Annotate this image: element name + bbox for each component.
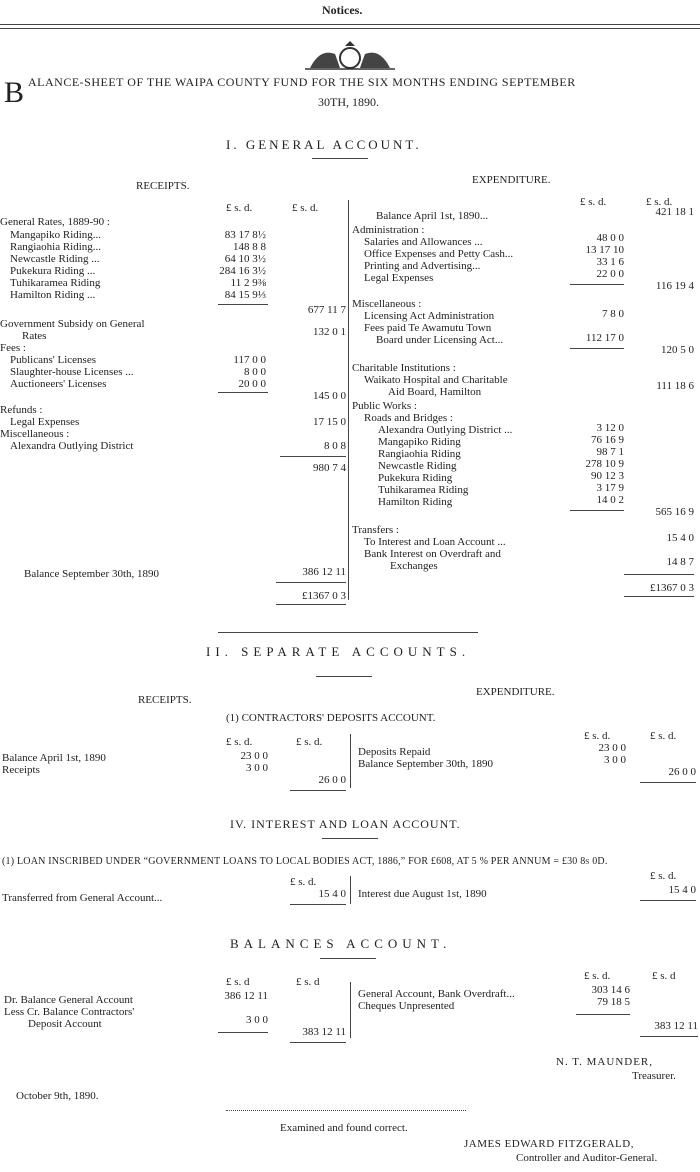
charitable-label: Charitable Institutions : xyxy=(352,362,456,374)
treasurer-name: N. T. MAUNDER, xyxy=(556,1056,654,1068)
riding-amount: 84 15 9⅓ xyxy=(224,289,266,301)
fee-label: Slaughter-house Licenses ... xyxy=(10,366,134,378)
heading-rule xyxy=(320,958,376,959)
sum-rule xyxy=(276,582,346,583)
loan-description: (1) LOAN INSCRIBED UNDER “GOVERNMENT LOANS TO LOCAL BODIES ACT, 1886,” FOR £608, AT 5 % PER ANNUM = £30 8s 0D. xyxy=(2,856,608,867)
misc-label: Miscellaneous : xyxy=(0,428,70,440)
sum-rule xyxy=(218,392,268,393)
dr-balance-label: Dr. Balance General Account xyxy=(4,994,133,1006)
legal-label: Legal Expenses xyxy=(10,416,80,428)
lsd-header: £ s. d. xyxy=(650,870,677,882)
sum-rule xyxy=(218,1032,268,1033)
examined-statement: Examined and found correct. xyxy=(280,1122,408,1134)
fee-amount: 117 0 0 xyxy=(233,354,266,366)
sum-rule xyxy=(290,904,346,905)
lsd-header: £ s. d. xyxy=(646,196,673,208)
header-rule xyxy=(0,24,700,25)
contractors-rec-label: Balance April 1st, 1890 xyxy=(2,752,106,764)
lsd-header: £ s. d. xyxy=(296,736,323,748)
contractors-heading: (1) CONTRACTORS' DEPOSITS ACCOUNT. xyxy=(226,712,436,724)
contractors-rec-total: 26 0 0 xyxy=(318,774,346,786)
section-divider xyxy=(218,632,478,633)
admin-item-label: Office Expenses and Petty Cash... xyxy=(364,248,514,260)
lsd-header: £ s. d. xyxy=(226,202,253,214)
road-amount: 3 12 0 xyxy=(596,422,624,434)
interest-loan-label: To Interest and Loan Account ... xyxy=(364,536,506,548)
fee-amount: 8 0 0 xyxy=(244,366,266,378)
riding-label: Tuhikaramea Riding xyxy=(10,277,101,289)
cheques-label: Cheques Unpresented xyxy=(358,1000,455,1012)
fee-label: Auctioneers' Licenses xyxy=(10,378,107,390)
less-cr-label: Less Cr. Balance Contractors' xyxy=(4,1006,135,1018)
balance-apr-amount: 421 18 1 xyxy=(655,206,694,218)
transferred-label: Transferred from General Account... xyxy=(2,892,163,904)
admin-item-amount: 33 1 6 xyxy=(596,256,624,268)
contractors-rec-amount: 3 0 0 xyxy=(246,762,268,774)
riding-label: Pukekura Riding ... xyxy=(10,265,96,277)
lsd-header: £ s. d. xyxy=(584,970,611,982)
riding-label: Newcastle Riding ... xyxy=(10,253,100,265)
riding-amount: 284 16 3½ xyxy=(219,265,266,277)
riding-label: Mangapiko Riding... xyxy=(10,229,102,241)
waikato-label-2: Aid Board, Hamilton xyxy=(388,386,482,398)
public-works-label: Public Works : xyxy=(352,400,417,412)
admin-total: 116 19 4 xyxy=(655,280,694,292)
roads-total: 565 16 9 xyxy=(655,506,694,518)
road-amount: 14 0 2 xyxy=(596,494,624,506)
sum-rule xyxy=(576,1014,630,1015)
general-rates-label: General Rates, 1889-90 : xyxy=(0,216,110,228)
road-label: Rangiaohia Riding xyxy=(378,448,461,460)
misc-total: 120 5 0 xyxy=(661,344,694,356)
expenditure-grand-total: £1367 0 3 xyxy=(650,582,694,594)
waikato-label: Waikato Hospital and Charitable xyxy=(364,374,508,386)
fees-total: 145 0 0 xyxy=(313,390,346,402)
bank-amount: 14 8 7 xyxy=(666,556,694,568)
sum-rule xyxy=(570,348,624,349)
balance-sep-amount: 386 12 11 xyxy=(302,566,346,578)
heading-rule xyxy=(312,158,368,159)
interest-due-amount: 15 4 0 xyxy=(668,884,696,896)
less-cr-amount: 3 0 0 xyxy=(246,1014,268,1026)
sum-rule xyxy=(624,596,694,597)
rates-total: 677 11 7 xyxy=(307,304,346,316)
admin-item-label: Printing and Advertising... xyxy=(364,260,481,272)
sum-rule xyxy=(280,456,346,457)
admin-item-amount: 13 17 10 xyxy=(585,244,624,256)
transfers-label: Transfers : xyxy=(352,524,399,536)
admin-item-label: Legal Expenses xyxy=(364,272,434,284)
sum-rule xyxy=(640,900,696,901)
road-label: Pukekura Riding xyxy=(378,472,453,484)
receipts-subtotal: 980 7 4 xyxy=(313,462,346,474)
riding-label: Hamilton Riding ... xyxy=(10,289,96,301)
contractors-rec-amount: 23 0 0 xyxy=(240,750,268,762)
gov-subsidy-amount: 132 0 1 xyxy=(313,326,346,338)
legal-amount: 17 15 0 xyxy=(313,416,346,428)
title-line-2: 30TH, 1890. xyxy=(318,95,379,109)
riding-amount: 64 10 3½ xyxy=(224,253,266,265)
transferred-amount: 15 4 0 xyxy=(318,888,346,900)
royal-crest-icon xyxy=(300,40,400,70)
title-initial: B xyxy=(4,76,25,109)
alexandra-label: Alexandra Outlying District xyxy=(10,440,134,452)
gov-subsidy-label: Government Subsidy on General xyxy=(0,318,145,330)
receipts-heading: RECEIPTS. xyxy=(138,694,192,706)
sum-rule xyxy=(640,1036,698,1037)
fees-paid-amount: 112 17 0 xyxy=(585,332,624,344)
lsd-header: £ s. d. xyxy=(292,202,319,214)
bank-label: Bank Interest on Overdraft and xyxy=(364,548,501,560)
interest-loan-amount: 15 4 0 xyxy=(666,532,694,544)
licensing-amount: 7 8 0 xyxy=(602,308,624,320)
gov-subsidy-label-2: Rates xyxy=(22,330,47,342)
report-date: October 9th, 1890. xyxy=(16,1090,99,1102)
lsd-header: £ s. d. xyxy=(290,876,317,888)
heading-rule xyxy=(322,838,378,839)
balances-right-total: 383 12 11 xyxy=(654,1020,698,1032)
sum-rule xyxy=(570,510,624,511)
road-amount: 3 17 9 xyxy=(596,482,624,494)
balances-left-total: 383 12 11 xyxy=(302,1026,346,1038)
lsd-header: £ s. d xyxy=(296,976,320,988)
fee-amount: 20 0 0 xyxy=(238,378,266,390)
lsd-header: £ s. d. xyxy=(226,736,253,748)
contractors-exp-total: 26 0 0 xyxy=(668,766,696,778)
expenditure-heading: EXPENDITURE. xyxy=(476,686,555,698)
lsd-header: £ s. d. xyxy=(580,196,607,208)
road-label: Mangapiko Riding xyxy=(378,436,461,448)
fees-label: Fees : xyxy=(0,342,26,354)
contractors-exp-label: Deposits Repaid xyxy=(358,746,431,758)
page-header: Notices. xyxy=(322,3,363,17)
road-label: Newcastle Riding xyxy=(378,460,457,472)
auditor-title: Controller and Auditor-General. xyxy=(516,1152,658,1164)
sum-rule xyxy=(640,782,696,783)
lsd-header: £ s. d xyxy=(226,976,250,988)
road-label: Hamilton Riding xyxy=(378,496,453,508)
receipts-grand-total: £1367 0 3 xyxy=(302,590,346,602)
separate-accounts-heading: II. SEPARATE ACCOUNTS. xyxy=(206,644,471,659)
riding-amount: 11 2 9⅜ xyxy=(230,277,266,289)
sum-rule xyxy=(624,574,694,575)
section-divider xyxy=(226,1110,466,1111)
dr-balance-amount: 386 12 11 xyxy=(224,990,268,1002)
balance-apr-label: Balance April 1st, 1890... xyxy=(376,210,489,222)
contractors-rec-label: Receipts xyxy=(2,764,40,776)
auditor-name: JAMES EDWARD FITZGERALD, xyxy=(464,1138,634,1150)
less-cr-label-2: Deposit Account xyxy=(28,1018,102,1030)
contractors-exp-label: Balance September 30th, 1890 xyxy=(358,758,494,770)
alexandra-amount: 8 0 8 xyxy=(324,440,346,452)
sum-rule xyxy=(218,304,268,305)
riding-amount: 148 8 8 xyxy=(233,241,266,253)
expenditure-heading: EXPENDITURE. xyxy=(472,174,551,186)
licensing-label: Licensing Act Administration xyxy=(364,310,495,322)
lsd-header: £ s. d xyxy=(652,970,676,982)
lsd-header: £ s. d. xyxy=(650,730,677,742)
column-divider xyxy=(350,982,351,1038)
admin-label: Administration : xyxy=(352,224,425,236)
title-line-1: ALANCE-SHEET OF THE WAIPA COUNTY FUND FOR THE SIX MONTHS ENDING SEPTEMBER xyxy=(28,75,576,89)
receipts-heading: RECEIPTS. xyxy=(136,180,190,192)
overdraft-label: General Account, Bank Overdraft... xyxy=(358,988,515,1000)
cheques-amount: 79 18 5 xyxy=(597,996,630,1008)
sum-rule xyxy=(290,1042,346,1043)
interest-due-label: Interest due August 1st, 1890 xyxy=(358,888,487,900)
column-divider xyxy=(350,734,351,788)
treasurer-title: Treasurer. xyxy=(632,1070,676,1082)
header-rule-2 xyxy=(0,28,700,29)
road-amount: 278 10 9 xyxy=(585,458,624,470)
riding-amount: 83 17 8½ xyxy=(224,229,266,241)
heading-rule xyxy=(316,676,372,677)
road-label: Tuhikaramea Riding xyxy=(378,484,469,496)
sum-rule xyxy=(290,790,346,791)
bank-label-2: Exchanges xyxy=(390,560,438,572)
column-divider xyxy=(348,200,349,600)
fees-paid-label: Fees paid Te Awamutu Town xyxy=(364,322,492,334)
interest-loan-heading: IV. INTEREST AND LOAN ACCOUNT. xyxy=(230,817,461,831)
contractors-exp-amount: 3 0 0 xyxy=(604,754,626,766)
exp-misc-label: Miscellaneous : xyxy=(352,298,422,310)
roads-label: Roads and Bridges : xyxy=(364,412,453,424)
column-divider xyxy=(350,876,351,904)
waikato-amount: 111 18 6 xyxy=(656,380,694,392)
admin-item-label: Salaries and Allowances ... xyxy=(364,236,483,248)
road-amount: 90 12 3 xyxy=(591,470,624,482)
admin-item-amount: 22 0 0 xyxy=(596,268,624,280)
road-amount: 98 7 1 xyxy=(596,446,624,458)
road-label: Alexandra Outlying District ... xyxy=(378,424,513,436)
riding-label: Rangiaohia Riding... xyxy=(10,241,102,253)
road-amount: 76 16 9 xyxy=(591,434,624,446)
lsd-header: £ s. d. xyxy=(584,730,611,742)
refunds-label: Refunds : xyxy=(0,404,43,416)
general-account-heading: I. GENERAL ACCOUNT. xyxy=(226,137,422,152)
fee-label: Publicans' Licenses xyxy=(10,354,96,366)
balance-sep-label: Balance September 30th, 1890 xyxy=(24,568,160,580)
admin-item-amount: 48 0 0 xyxy=(596,232,624,244)
sum-rule xyxy=(570,284,624,285)
contractors-exp-amount: 23 0 0 xyxy=(598,742,626,754)
overdraft-amount: 303 14 6 xyxy=(591,984,630,996)
balances-heading: BALANCES ACCOUNT. xyxy=(230,936,452,951)
fees-paid-label-2: Board under Licensing Act... xyxy=(376,334,504,346)
sum-rule xyxy=(276,604,346,605)
